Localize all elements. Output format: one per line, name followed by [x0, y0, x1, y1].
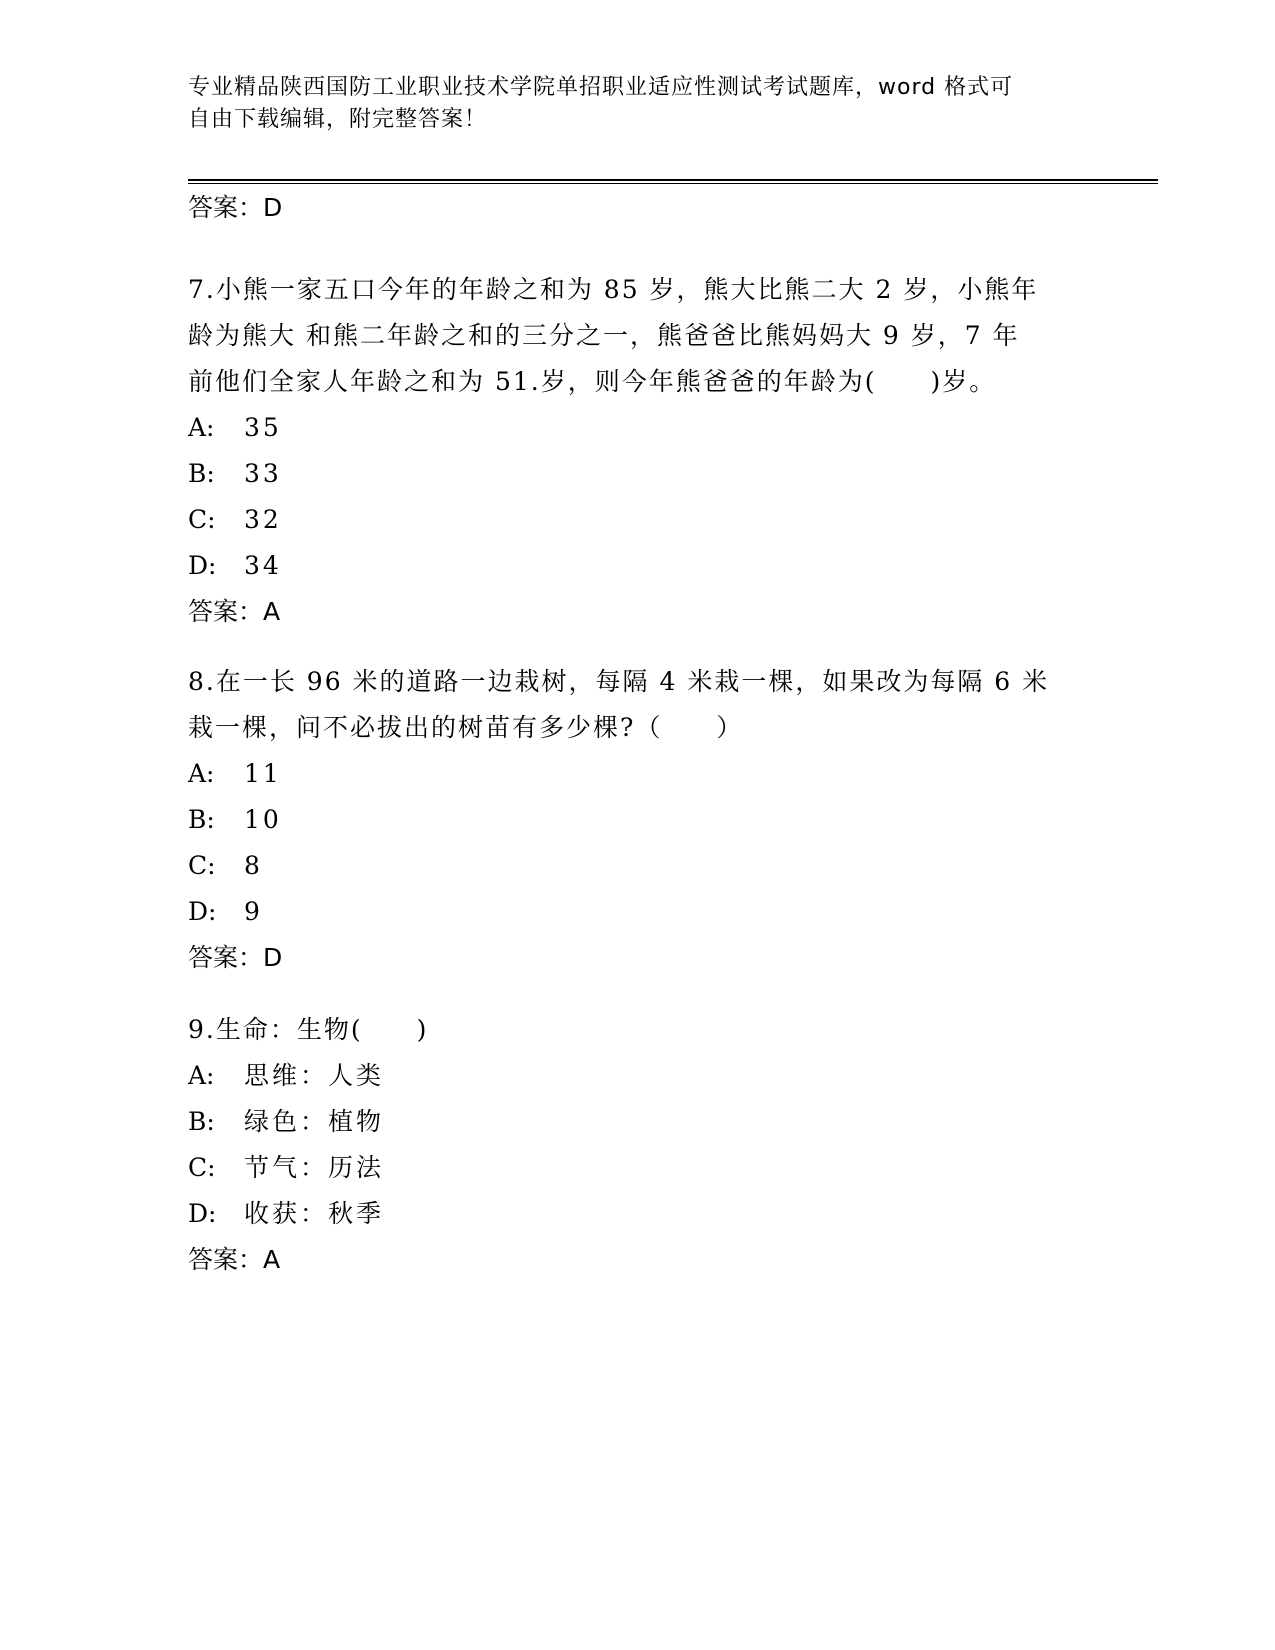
option-value: 33: [244, 459, 282, 488]
question-text-line: 前他们全家人年龄之和为 51.岁，则今年熊爸爸的年龄为( )岁。: [188, 367, 997, 396]
question-text-line: 9.生命：生物( ): [188, 1015, 429, 1044]
option-value: 思维：人类: [244, 1061, 385, 1090]
header-rule-thick: [188, 179, 1158, 181]
answer-label: 答案：D: [188, 193, 283, 222]
option-d: [188, 543, 1088, 589]
option-label: B:: [188, 1107, 215, 1136]
option-label: D:: [188, 551, 217, 580]
question-9: [188, 1007, 1088, 1283]
previous-answer-block: [188, 185, 1088, 231]
question-text-line: 龄为熊大 和熊二年龄之和的三分之一，熊爸爸比熊妈妈大 9 岁，7 年: [188, 321, 1020, 350]
option-label: D:: [188, 897, 217, 926]
option-value: 10: [244, 805, 282, 834]
option-value: 绿色：植物: [244, 1107, 385, 1136]
question-text-line: 栽一棵，问不必拔出的树苗有多少棵?（ ）: [188, 713, 744, 742]
option-c: [188, 1145, 1088, 1191]
option-label: D:: [188, 1199, 217, 1228]
option-value: 34: [244, 551, 282, 580]
option-value: 35: [244, 413, 282, 442]
question-text-line: 8.在一长 96 米的道路一边栽树，每隔 4 米栽一棵，如果改为每隔 6 米: [188, 667, 1050, 696]
option-value: 32: [244, 505, 282, 534]
option-label: C:: [188, 1153, 216, 1182]
answer-label: 答案：D: [188, 943, 283, 972]
header-line-1: 专业精品陕西国防工业职业技术学院单招职业适应性测试考试题库，word 格式可: [188, 75, 1014, 100]
answer-label: 答案：A: [188, 597, 281, 626]
option-a: [188, 751, 1088, 797]
page-header: [188, 72, 1088, 136]
option-d: [188, 1191, 1088, 1237]
option-label: C:: [188, 505, 216, 534]
answer-label: 答案：A: [188, 1245, 281, 1274]
option-label: C:: [188, 851, 216, 880]
option-value: 收获：秋季: [244, 1199, 385, 1228]
option-b: [188, 1099, 1088, 1145]
option-b: [188, 451, 1088, 497]
option-a: [188, 1053, 1088, 1099]
option-label: A:: [188, 1061, 215, 1090]
option-value: 8: [244, 851, 263, 880]
option-d: [188, 889, 1088, 935]
question-7: [188, 267, 1088, 635]
option-a: [188, 405, 1088, 451]
option-label: A:: [188, 413, 215, 442]
option-value: 11: [244, 759, 282, 788]
header-line-2: 自由下载编辑，附完整答案！: [188, 107, 488, 132]
question-8: [188, 659, 1088, 981]
question-text-line: 7.小熊一家五口今年的年龄之和为 85 岁，熊大比熊二大 2 岁，小熊年: [188, 275, 1039, 304]
option-value: 9: [244, 897, 263, 926]
option-c: [188, 843, 1088, 889]
header-rule-thin: [188, 183, 1158, 184]
option-c: [188, 497, 1088, 543]
option-label: B:: [188, 459, 215, 488]
option-b: [188, 797, 1088, 843]
option-label: A:: [188, 759, 215, 788]
option-value: 节气：历法: [244, 1153, 385, 1182]
option-label: B:: [188, 805, 215, 834]
